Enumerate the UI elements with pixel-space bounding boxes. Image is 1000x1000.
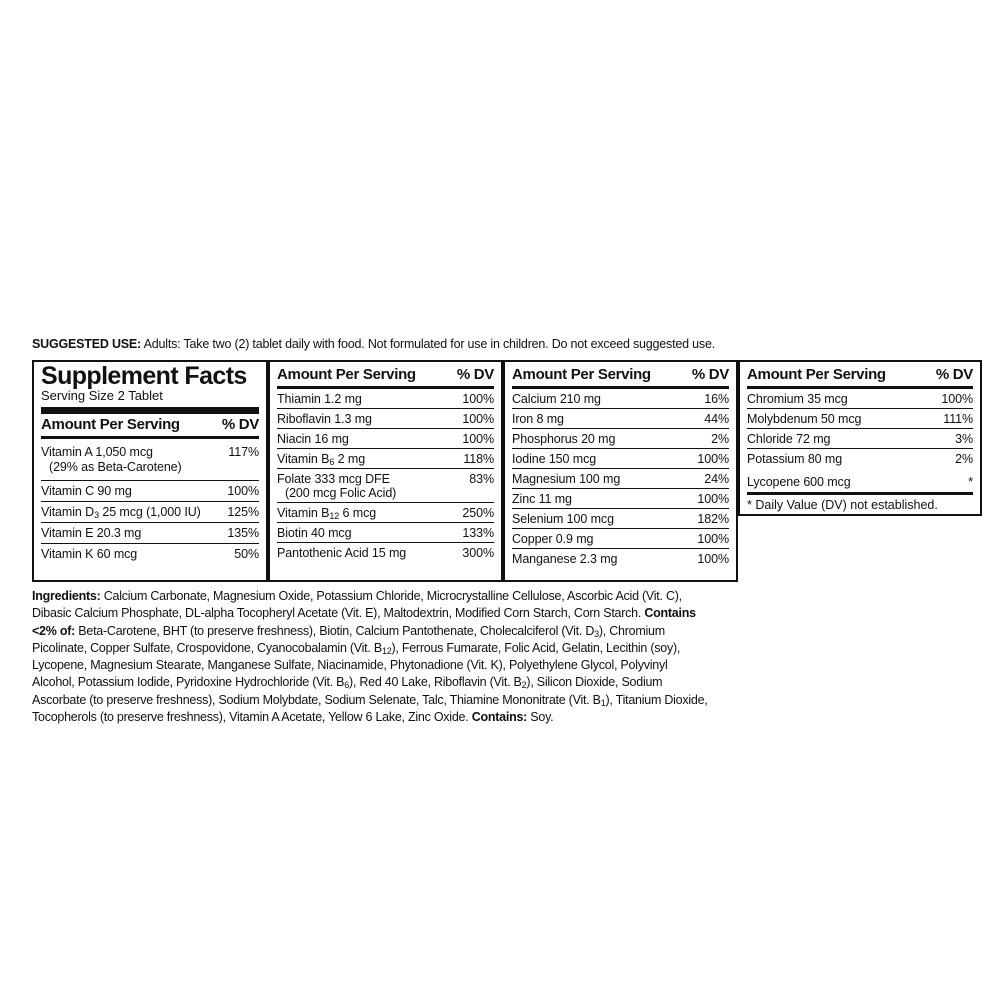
nutrient-dv: 3% (955, 432, 973, 446)
serving-size: Serving Size 2 Tablet (41, 389, 259, 414)
nutrient-dv: 100% (462, 392, 494, 406)
nutrient-row-molybdenum (747, 409, 973, 429)
panel3-header (512, 362, 729, 389)
nutrient-name: Thiamin 1.2 mg (277, 392, 362, 406)
subscript-b1: 1 (600, 697, 606, 708)
nutrient-name: Lycopene 600 mcg (747, 475, 851, 489)
nutrient-dv: 100% (941, 392, 973, 406)
nutrient-dv: 83% (469, 472, 494, 486)
ingredients-text-2b: ), Chromium Picolinate, Copper Sulfate, Crospovidone, Cyanocobalamin (Vit. B (32, 623, 665, 655)
nutrient-name-rest: 25 mcg (1,000 IU) (98, 505, 201, 519)
nutrient-subnote: (200 mcg Folic Acid) (285, 486, 397, 500)
nutrient-name: Niacin 16 mg (277, 432, 349, 446)
subscript-d3: 3 (594, 628, 599, 639)
nutrient-dv: 250% (462, 506, 494, 520)
nutrient-subscript: 12 (329, 511, 340, 521)
nutrient-dv: 100% (697, 552, 729, 566)
nutrient-dv: 125% (227, 505, 259, 519)
daily-value-footnote: * Daily Value (DV) not established. (747, 498, 938, 512)
nutrient-row-vitamin-e (41, 523, 259, 544)
nutrient-row-folate (277, 469, 494, 503)
nutrient-name: Pantothenic Acid 15 mg (277, 546, 407, 560)
header-amount: Amount Per Serving (277, 366, 416, 383)
contains-text: Soy. (527, 710, 554, 725)
nutrient-row-selenium (512, 509, 729, 529)
nutrient-name: Selenium 100 mcg (512, 512, 614, 526)
nutrient-subscript: 6 (329, 457, 335, 467)
header-amount: Amount Per Serving (747, 366, 886, 383)
supplement-label (32, 336, 982, 725)
nutrient-row-vitamin-a (41, 439, 259, 481)
nutrient-dv: 100% (227, 484, 259, 498)
nutrient-name: Chloride 72 mg (747, 432, 831, 446)
nutrient-name: Folate 333 mcg DFE (277, 472, 390, 486)
nutrient-row-zinc (512, 489, 729, 509)
nutrient-row-calcium (512, 389, 729, 409)
subscript-b2: 2 (521, 680, 527, 691)
nutrient-name: Phosphorus 20 mg (512, 432, 616, 446)
header-dv: % DV (935, 366, 973, 383)
nutrient-dv: 300% (462, 546, 494, 560)
nutrient-row-chloride (747, 429, 973, 449)
nutrient-dv: 100% (697, 452, 729, 466)
nutrient-dv: * (968, 475, 973, 489)
nutrient-dv: 2% (955, 452, 973, 466)
nutrient-row-biotin (277, 523, 494, 543)
ingredients-text-2a: Beta-Carotene, BHT (to preserve freshness), Biotin, Calcium Pantothenate, Cholecalciferol (Vit. D (75, 623, 595, 638)
nutrient-dv: 44% (704, 412, 729, 426)
ingredients-paragraph (32, 588, 712, 726)
nutrient-row-phosphorus (512, 429, 729, 449)
nutrient-name: Vitamin B (277, 452, 330, 466)
header-amount: Amount Per Serving (512, 366, 651, 383)
header-dv: % DV (456, 366, 494, 383)
supplement-facts-title: Supplement Facts (41, 362, 247, 390)
nutrient-dv: 100% (697, 492, 729, 506)
nutrient-row-riboflavin (277, 409, 494, 429)
nutrient-name: Riboflavin 1.3 mg (277, 412, 372, 426)
nutrient-dv: 100% (462, 432, 494, 446)
nutrient-name: Vitamin E 20.3 mg (41, 526, 142, 540)
panel4-header (747, 362, 973, 389)
suggested-use-text: Adults: Take two (2) tablet daily with food. Not formulated for use in children. Do not exceed suggested use. (141, 337, 715, 351)
nutrient-row-vitamin-c (41, 481, 259, 502)
nutrient-dv: 182% (697, 512, 729, 526)
nutrient-name: Potassium 80 mg (747, 452, 843, 466)
panel1-header (41, 414, 259, 439)
nutrient-name-rest: 2 mg (334, 452, 366, 466)
nutrient-dv: 24% (704, 472, 729, 486)
contains-less-label: Contains <2% of: (32, 606, 696, 638)
nutrient-row-vitamin-d3 (41, 502, 259, 523)
ingredients-text-2f: ), Titanium Dioxide, Tocopherols (to preserve freshness), Vitamin A Acetate, Yellow 6 Lake, Zinc Oxide. (32, 692, 708, 725)
nutrient-row-vitamin-b6 (277, 449, 494, 469)
nutrient-row-chromium (747, 389, 973, 409)
nutrient-name: Zinc 11 mg (512, 492, 572, 506)
nutrient-name: Vitamin B (277, 506, 330, 520)
facts-panel-3 (503, 360, 738, 582)
facts-panel-1 (32, 360, 268, 582)
nutrient-row-iodine (512, 449, 729, 469)
panel2-header (277, 362, 494, 389)
suggested-use (32, 336, 982, 352)
header-amount: Amount Per Serving (41, 416, 180, 433)
nutrient-name: Manganese 2.3 mg (512, 552, 618, 566)
nutrient-name: Iron 8 mg (512, 412, 564, 426)
nutrient-row-vitamin-b12 (277, 503, 494, 523)
suggested-use-label: SUGGESTED USE: (32, 337, 142, 351)
nutrient-name: Chromium 35 mcg (747, 392, 848, 406)
nutrient-name: Vitamin K 60 mcg (41, 547, 138, 561)
nutrient-row-potassium (747, 449, 973, 471)
ingredients-text-2c: ), Ferrous Fumarate, Folic Acid, Gelatin, Lecithin (soy), Lycopene, Magnesium Stearate, Manganese Sulfate, Niacinamide, Phytonadione (Vit. K), Polyethylene Glycol, Polyvinyl Alcohol, Potassium Iodide, Pyridoxine Hydrochloride (Vit. B (32, 640, 681, 690)
nutrient-dv: 111% (943, 412, 973, 426)
ingredients-text-1: Calcium Carbonate, Magnesium Oxide, Potassium Chloride, Microcrystalline Cellulose, Ascorbic Acid (Vit. C), Dibasic Calcium Phosphate, DL-alpha Tocopheryl Acetate (Vit. E), Maltodextrin, Modified Corn Starch, Corn Starch. (32, 589, 682, 621)
nutrient-row-pantothenic-acid (277, 543, 494, 562)
nutrient-dv: 135% (227, 526, 259, 540)
nutrient-name-rest: 6 mcg (339, 506, 377, 520)
contains-label: Contains: (471, 710, 528, 725)
nutrient-dv: 100% (697, 532, 729, 546)
nutrient-row-copper (512, 529, 729, 549)
nutrient-subscript: 3 (94, 510, 99, 520)
nutrient-name: Copper 0.9 mg (512, 532, 594, 546)
subscript-b12: 12 (381, 645, 392, 656)
nutrient-dv: 118% (463, 452, 494, 466)
nutrient-row-thiamin (277, 389, 494, 409)
nutrient-subnote: (29% as Beta-Carotene) (49, 460, 182, 474)
nutrient-dv: 16% (704, 392, 729, 406)
nutrient-dv: 50% (234, 547, 259, 561)
nutrient-dv: 100% (462, 412, 494, 426)
nutrient-dv: 2% (711, 432, 729, 446)
nutrient-row-lycopene (747, 471, 973, 495)
nutrient-dv: 117% (228, 445, 259, 459)
facts-panel-4 (738, 360, 982, 516)
nutrient-name: Vitamin A 1,050 mcg (41, 445, 153, 459)
ingredients-label: Ingredients: (32, 589, 101, 603)
nutrient-name: Vitamin C 90 mg (41, 484, 132, 498)
subscript-b6: 6 (344, 680, 350, 691)
nutrient-row-manganese (512, 549, 729, 568)
header-dv: % DV (691, 366, 729, 383)
facts-panel-2 (268, 360, 503, 582)
nutrient-name: Iodine 150 mcg (512, 452, 597, 466)
nutrient-name: Biotin 40 mcg (277, 526, 352, 540)
nutrient-row-magnesium (512, 469, 729, 489)
nutrient-row-vitamin-k (41, 544, 259, 564)
nutrient-row-iron (512, 409, 729, 429)
ingredients-text-2e: ), Silicon Dioxide, Sodium Ascorbate (to preserve freshness), Sodium Molybdate, Sodium Selenate, Talc, Thiamine Mononitrate (Vit. B (32, 675, 663, 707)
nutrient-name: Molybdenum 50 mcg (747, 412, 862, 426)
nutrient-row-niacin (277, 429, 494, 449)
ingredients-text-2d: ), Red 40 Lake, Riboflavin (Vit. B (349, 675, 522, 690)
header-dv: % DV (221, 416, 259, 433)
nutrient-dv: 133% (462, 526, 494, 540)
nutrient-name: Calcium 210 mg (512, 392, 601, 406)
nutrient-name: Vitamin D (41, 505, 95, 519)
nutrient-name: Magnesium 100 mg (512, 472, 621, 486)
